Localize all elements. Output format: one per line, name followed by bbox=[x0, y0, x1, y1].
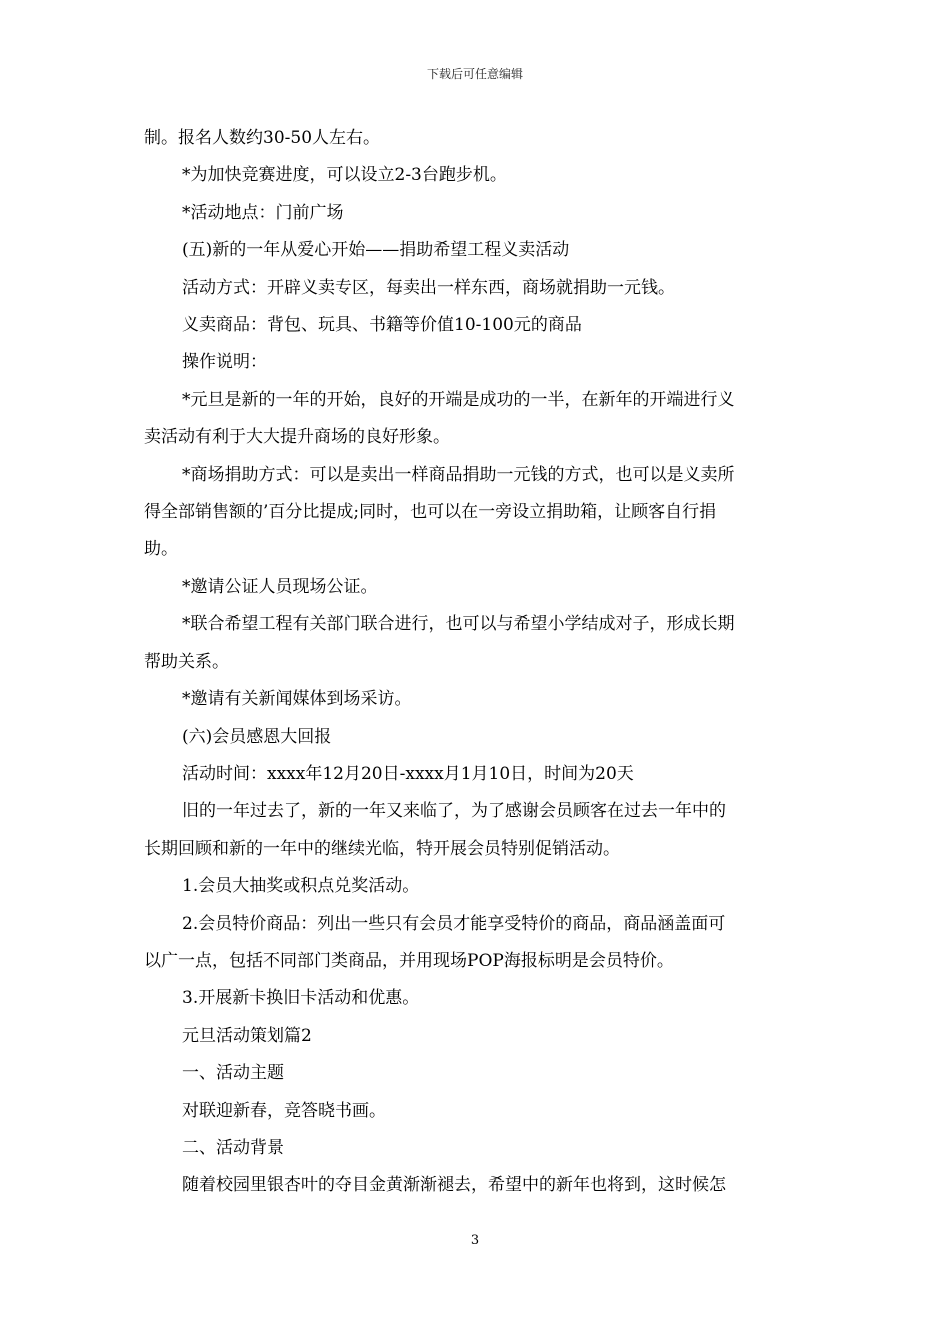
paragraph-line: *邀请公证人员现场公证。 bbox=[182, 576, 378, 597]
paragraph-line: 3.开展新卡换旧卡活动和优惠。 bbox=[182, 988, 420, 1009]
paragraph-line: 活动方式：开辟义卖专区，每卖出一样东西，商场就捐助一元钱。 bbox=[182, 277, 675, 298]
paragraph-line: 2.会员特价商品：列出一些只有会员才能享受特价的商品，商品涵盖面可 bbox=[182, 913, 726, 934]
document-body bbox=[144, 120, 810, 1205]
paragraph-line: 操作说明： bbox=[182, 352, 267, 373]
paragraph-line: 活动时间：xxxx年12月20日-xxxx月1月10日，时间为20天 bbox=[182, 763, 634, 784]
page-number: 3 bbox=[470, 1233, 480, 1248]
paragraph-line: *活动地点：门前广场 bbox=[182, 202, 344, 223]
section-heading: (五)新的一年从爱心开始——捐助希望工程义卖活动 bbox=[182, 240, 570, 261]
paragraph-line: 随着校园里银杏叶的夺目金黄渐渐褪去，希望中的新年也将到，这时候怎 bbox=[182, 1175, 726, 1196]
paragraph-line: 制。报名人数约30-50人左右。 bbox=[144, 128, 381, 148]
section-heading: 二、活动背景 bbox=[182, 1137, 284, 1158]
paragraph-line: 对联迎新春，竞答晓书画。 bbox=[182, 1100, 386, 1121]
paragraph-line: *为加快竞赛进度，可以设立2-3台跑步机。 bbox=[182, 165, 507, 186]
paragraph-line: 旧的一年过去了，新的一年又来临了，为了感谢会员顾客在过去一年中的 bbox=[182, 801, 726, 822]
paragraph-line: *元旦是新的一年的开始，良好的开端是成功的一半，在新年的开端进行义 bbox=[182, 389, 735, 410]
paragraph-line: 以广一点，包括不同部门类商品，并用现场POP海报标明是会员特价。 bbox=[144, 950, 674, 971]
paragraph-line: *商场捐助方式：可以是卖出一样商品捐助一元钱的方式，也可以是义卖所 bbox=[182, 464, 735, 485]
paragraph-line: *联合希望工程有关部门联合进行，也可以与希望小学结成对子，形成长期 bbox=[182, 614, 735, 635]
page-header: 下载后可任意编辑 bbox=[426, 67, 523, 81]
paragraph-line: 助。 bbox=[144, 539, 178, 560]
paragraph-line: 义卖商品：背包、玩具、书籍等价值10-100元的商品 bbox=[182, 315, 582, 336]
paragraph-line: 得全部销售额的’百分比提成;同时，也可以在一旁设立捐助箱，让顾客自行捐 bbox=[144, 502, 717, 523]
section-heading: 一、活动主题 bbox=[182, 1063, 284, 1084]
section-heading: (六)会员感恩大回报 bbox=[182, 726, 332, 747]
paragraph-line: *邀请有关新闻媒体到场采访。 bbox=[182, 689, 412, 710]
paragraph-line: 1.会员大抽奖或积点兑奖活动。 bbox=[182, 876, 420, 897]
paragraph-line: 帮助关系。 bbox=[144, 651, 229, 672]
section-heading: 元旦活动策划篇2 bbox=[182, 1025, 312, 1046]
paragraph-line: 卖活动有利于大大提升商场的良好形象。 bbox=[144, 427, 450, 448]
paragraph-line: 长期回顾和新的一年中的继续光临，特开展会员特别促销活动。 bbox=[144, 838, 620, 859]
